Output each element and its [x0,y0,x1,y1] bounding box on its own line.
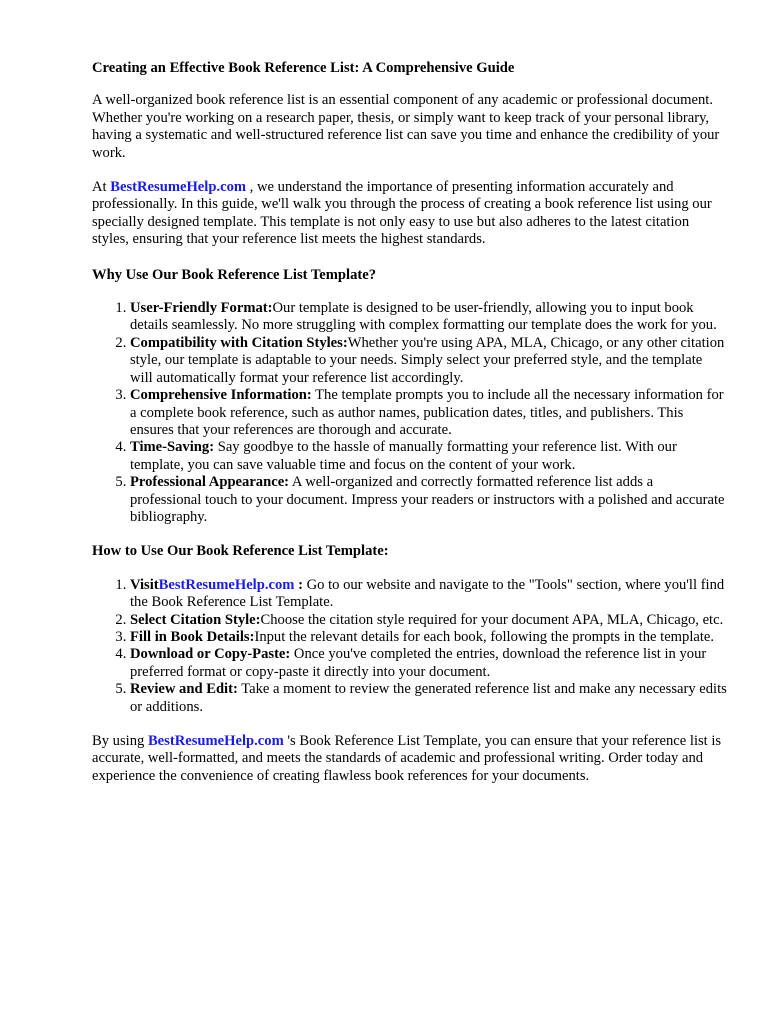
item-text: A well-organized and correctly formatted reference list adds a professional touch to your document. Impress your readers or instructors with a polished and accurate bibliography. [130,474,725,525]
intro-paragraph: A well-organized book reference list is an essential component of any academic or professional document. Whether you're working on a research paper, thesis, or simply want to keep track of your personal library, having a systematic and well-structured reference list can save you time and enhance the credibility of your work. [92,92,720,161]
item-label: Compatibility with Citation Styles: [130,334,348,351]
item-text: Go to our website and navigate to the "Tools" section, where you'll find the Book Reference List Template. [130,576,725,611]
about-text: , we understand the importance of presenting information accurately and professionally. In this guide, we'll walk you through the process of creating a book reference list using our specially designed template. This template is not only easy to use but also adheres to the latest citation styles, ensuring that your reference list meets the highest standards. [92,179,712,248]
list-item [130,646,728,681]
about-paragraph [92,179,728,249]
item-text: Say goodbye to the hassle of manually formatting your reference list. With our template, you can save valuable time and focus on the content of your work. [130,439,677,473]
item-text: Choose the citation style required for your document APA, MLA, Chicago, etc. [260,611,724,628]
item-label: Time-Saving: [130,439,215,456]
item-text: Whether you're using APA, MLA, Chicago, or any other citation style, our template is adaptable to your needs. Simply select your preferred style, and the template will automatically format your reference list accordingly. [130,334,725,386]
page-title: Creating an Effective Book Reference List: A Comprehensive Guide [92,60,515,76]
closing-paragraph [92,733,728,785]
list-item [130,300,728,335]
bestresumehelp-link[interactable]: BestResumeHelp.com [110,179,247,196]
item-text: Our template is designed to be user-friendly, allowing you to input book details seamlessly. No more struggling with complex formatting our template does the work for you. [130,300,717,334]
why-heading: Why Use Our Book Reference List Template? [92,266,377,283]
item-label: User-Friendly Format: [130,300,273,317]
closing-text: 's Book Reference List Template, you can ensure that your reference list is accurate, well-formatted, and meets the standards of academic and professional writing. Order today and experience the convenience of creating flawless book references for your documents. [92,733,722,784]
list-item [130,681,728,716]
how-list [92,577,728,716]
how-heading: How to Use Our Book Reference List Template: [92,543,389,560]
item-text: Once you've completed the entries, download the reference list in your preferred format or copy-paste it directly into your document. [130,646,707,680]
list-item [130,577,728,612]
about-prefix: At [92,179,111,196]
item-label: Download or Copy-Paste: [130,646,291,663]
list-item [130,387,728,439]
bestresumehelp-link[interactable]: BestResumeHelp.com [147,733,284,749]
list-item [130,474,728,526]
item-text: Input the relevant details for each book, following the prompts in the template. [254,628,715,645]
list-item [130,335,728,387]
list-item [130,629,728,646]
item-text: Take a moment to review the generated reference list and make any necessary edits or additions. [130,681,727,715]
item-text: The template prompts you to include all the necessary information for a complete book reference, such as author names, publication dates, titles, and publishers. This ensures that your references are thorough and accurate. [130,387,724,438]
item-label: Comprehensive Information: [130,387,312,404]
item-label-after: : [294,576,303,593]
closing-prefix: By using [92,733,148,749]
item-label: Visit [130,576,159,593]
bestresumehelp-link[interactable]: BestResumeHelp.com [158,576,295,593]
item-label: Review and Edit: [130,681,238,698]
item-label: Fill in Book Details: [130,628,255,645]
item-label: Professional Appearance: [130,474,290,491]
list-item [130,612,728,629]
list-item [130,439,728,474]
why-list [92,300,728,526]
item-label: Select Citation Style: [130,611,261,628]
